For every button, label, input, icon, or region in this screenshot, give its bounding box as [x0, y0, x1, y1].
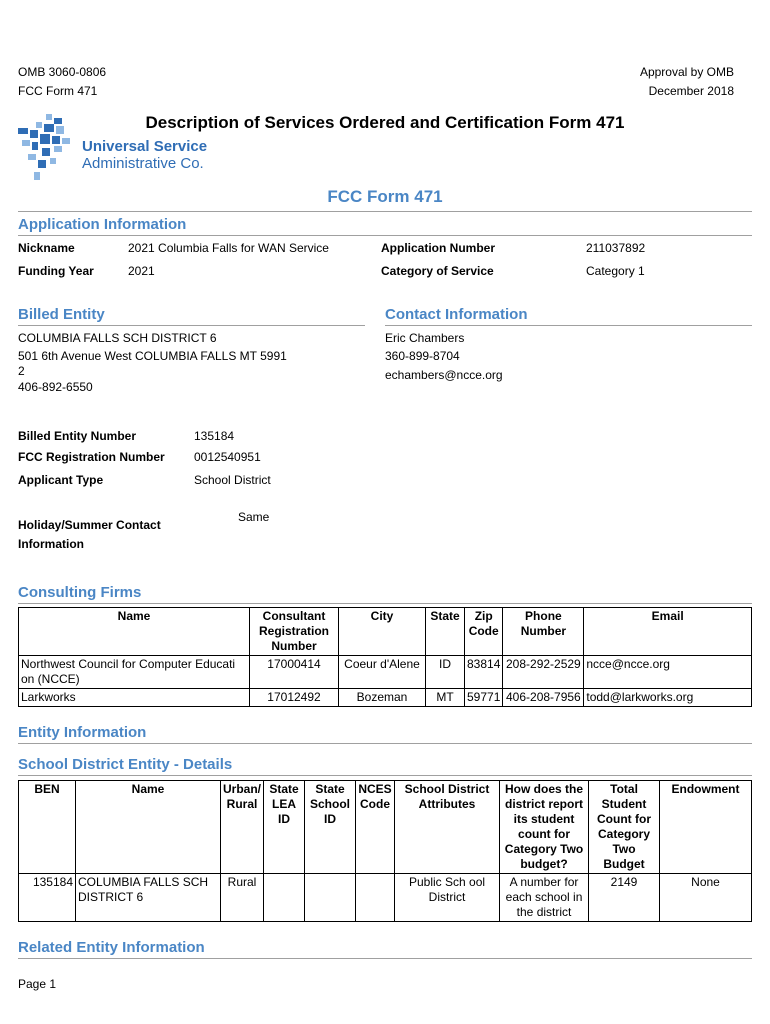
column-header: Endowment [660, 781, 752, 874]
billed-entity-heading: Billed Entity [18, 306, 105, 323]
entity-endowment: None [660, 874, 752, 922]
holiday-contact-value: Same [238, 510, 270, 524]
column-header: State LEA ID [264, 781, 305, 874]
entity-attributes: Public Sch ool District [395, 874, 500, 922]
column-header: Name [19, 608, 250, 656]
firm-city: Bozeman [339, 689, 426, 707]
entity-urban-rural: Rural [221, 874, 264, 922]
section-divider [18, 958, 752, 959]
firm-registration: 17012492 [250, 689, 339, 707]
column-header: BEN [19, 781, 76, 874]
firm-name: Northwest Council for Computer Educati on (NCCE) [19, 656, 250, 689]
column-header: State [426, 608, 465, 656]
heading-divider [18, 211, 752, 212]
application-number-value: 211037892 [586, 241, 646, 255]
omb-number: OMB 3060-0806 [18, 65, 107, 79]
entity-ben: 135184 [19, 874, 76, 922]
column-header: Zip Code [465, 608, 503, 656]
section-divider [18, 775, 752, 776]
column-header: Total Student Count for Category Two Budget [589, 781, 660, 874]
page-number: Page 1 [18, 977, 57, 991]
column-header: City [339, 608, 426, 656]
category-label: Category of Service [381, 264, 494, 278]
applicant-type-label: Applicant Type [18, 473, 104, 487]
entity-nces-code [356, 874, 395, 922]
consulting-firms-table [18, 607, 752, 707]
column-header: State School ID [305, 781, 356, 874]
nickname-value: 2021 Columbia Falls for WAN Service [128, 241, 329, 255]
section-divider [18, 743, 752, 744]
nickname-label: Nickname [18, 241, 75, 255]
document-title: Description of Services Ordered and Certification Form 471 [145, 113, 625, 132]
category-value: Category 1 [586, 264, 645, 278]
contact-name: Eric Chambers [385, 331, 465, 345]
column-header: NCES Code [356, 781, 395, 874]
section-divider [18, 325, 365, 326]
firm-city: Coeur d'Alene [339, 656, 426, 689]
contact-email: echambers@ncce.org [385, 368, 503, 382]
holiday-contact-label-2: Information [18, 537, 84, 551]
entity-info-heading: Entity Information [18, 724, 147, 741]
firm-registration: 17000414 [250, 656, 339, 689]
logo-line-1: Universal Service [82, 138, 208, 155]
firm-name: Larkworks [19, 689, 250, 707]
column-header: School District Attributes [395, 781, 500, 874]
billed-entity-address-2: 2 [18, 364, 25, 378]
billed-entity-phone: 406-892-6550 [18, 380, 93, 394]
billed-entity-address-1: 501 6th Avenue West COLUMBIA FALLS MT 5991 [18, 349, 287, 363]
section-divider [18, 603, 752, 604]
table-row [19, 689, 752, 707]
firm-email: ncce@ncce.org [584, 656, 752, 689]
application-number-label: Application Number [381, 241, 496, 255]
billed-entity-number-label: Billed Entity Number [18, 429, 137, 443]
firm-state: MT [426, 689, 465, 707]
entity-school-id [305, 874, 356, 922]
table-header-row [19, 781, 752, 874]
logo-line-2: Administrative Co. [82, 155, 204, 172]
column-header: Consultant Registration Number [250, 608, 339, 656]
form-heading: FCC Form 471 [327, 187, 443, 206]
school-district-table [18, 780, 752, 922]
section-divider [18, 235, 752, 236]
approval-label: Approval by OMB [639, 65, 734, 79]
form-number: FCC Form 471 [18, 84, 98, 98]
fcc-registration-value: 0012540951 [194, 450, 261, 464]
fcc-registration-label: FCC Registration Number [18, 450, 165, 464]
firm-email: todd@larkworks.org [584, 689, 752, 707]
billed-entity-number-value: 135184 [194, 429, 235, 443]
holiday-contact-label: Holiday/Summer Contact [18, 518, 161, 532]
applicant-type-value: School District [194, 473, 271, 487]
entity-student-count: 2149 [589, 874, 660, 922]
table-row [19, 874, 752, 922]
contact-info-heading: Contact Information [385, 306, 528, 323]
billed-entity-name: COLUMBIA FALLS SCH DISTRICT 6 [18, 331, 217, 345]
consulting-firms-heading: Consulting Firms [18, 584, 142, 601]
column-header: Name [76, 781, 221, 874]
contact-phone: 360-899-8704 [385, 349, 460, 363]
firm-state: ID [426, 656, 465, 689]
application-info-heading: Application Information [18, 216, 187, 233]
column-header: Phone Number [503, 608, 584, 656]
school-district-details-heading: School District Entity - Details [18, 756, 233, 773]
firm-zip: 59771 [465, 689, 503, 707]
entity-report-method: A number for each school in the district [500, 874, 589, 922]
table-header-row [19, 608, 752, 656]
table-row [19, 656, 752, 689]
firm-phone: 406-208-7956 [503, 689, 584, 707]
form-date: December 2018 [648, 84, 734, 98]
firm-zip: 83814 [465, 656, 503, 689]
column-header: Urban/ Rural [221, 781, 264, 874]
column-header: How does the district report its student count for Category Two budget? [500, 781, 589, 874]
entity-lea-id [264, 874, 305, 922]
firm-phone: 208-292-2529 [503, 656, 584, 689]
related-entity-heading: Related Entity Information [18, 939, 205, 956]
funding-year-value: 2021 [128, 264, 155, 278]
column-header: Email [584, 608, 752, 656]
entity-name: COLUMBIA FALLS SCH DISTRICT 6 [76, 874, 221, 922]
section-divider [385, 325, 752, 326]
funding-year-label: Funding Year [18, 264, 94, 278]
